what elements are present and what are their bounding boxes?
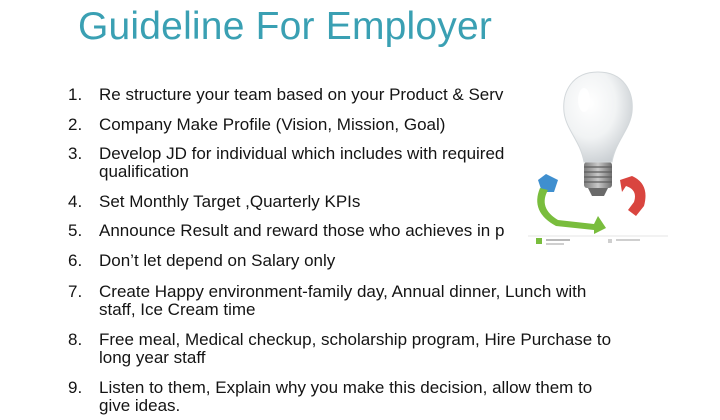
bulb-glass (564, 72, 632, 162)
red-arrow-segment (620, 176, 646, 216)
item-text-continued: qualification (99, 162, 189, 181)
item-text: Develop JD for individual which includes with required (99, 145, 505, 163)
lightbulb-cycle-icon (528, 66, 668, 248)
item-text: Set Monthly Target ,Quarterly KPIs (99, 192, 361, 211)
item-number: 3. (68, 144, 83, 163)
item-text: Don’t let depend on Salary only (99, 251, 336, 270)
item-number: 8. (68, 330, 83, 349)
item-text-continued: staff, Ice Cream time (99, 300, 256, 319)
item-number: 9. (68, 378, 83, 397)
slide-title: Guideline For Employer (78, 5, 493, 48)
item-text: Create Happy environment-family day, Annual dinner, Lunch with (99, 282, 587, 301)
bulb-base (584, 162, 612, 188)
item-text-continued: long year staff (99, 348, 206, 367)
item-text: Company Make Profile (Vision, Mission, Goal) (99, 115, 446, 134)
item-text: Announce Result and reward those who achieves in p (99, 222, 505, 240)
item-number: 5. (68, 221, 83, 240)
item-text: Free meal, Medical checkup, scholarship program, Hire Purchase to (99, 330, 612, 349)
item-number: 4. (68, 192, 83, 211)
item-text: Listen to them, Explain why you make this decision, allow them to (99, 378, 593, 397)
item-number: 7. (68, 282, 83, 301)
item-text: Re structure your team based on your Product & Serv (99, 86, 504, 104)
item-number: 6. (68, 251, 83, 270)
item-text-continued: give ideas. (99, 396, 181, 415)
item-number: 1. (68, 85, 83, 104)
item-number: 2. (68, 115, 83, 134)
